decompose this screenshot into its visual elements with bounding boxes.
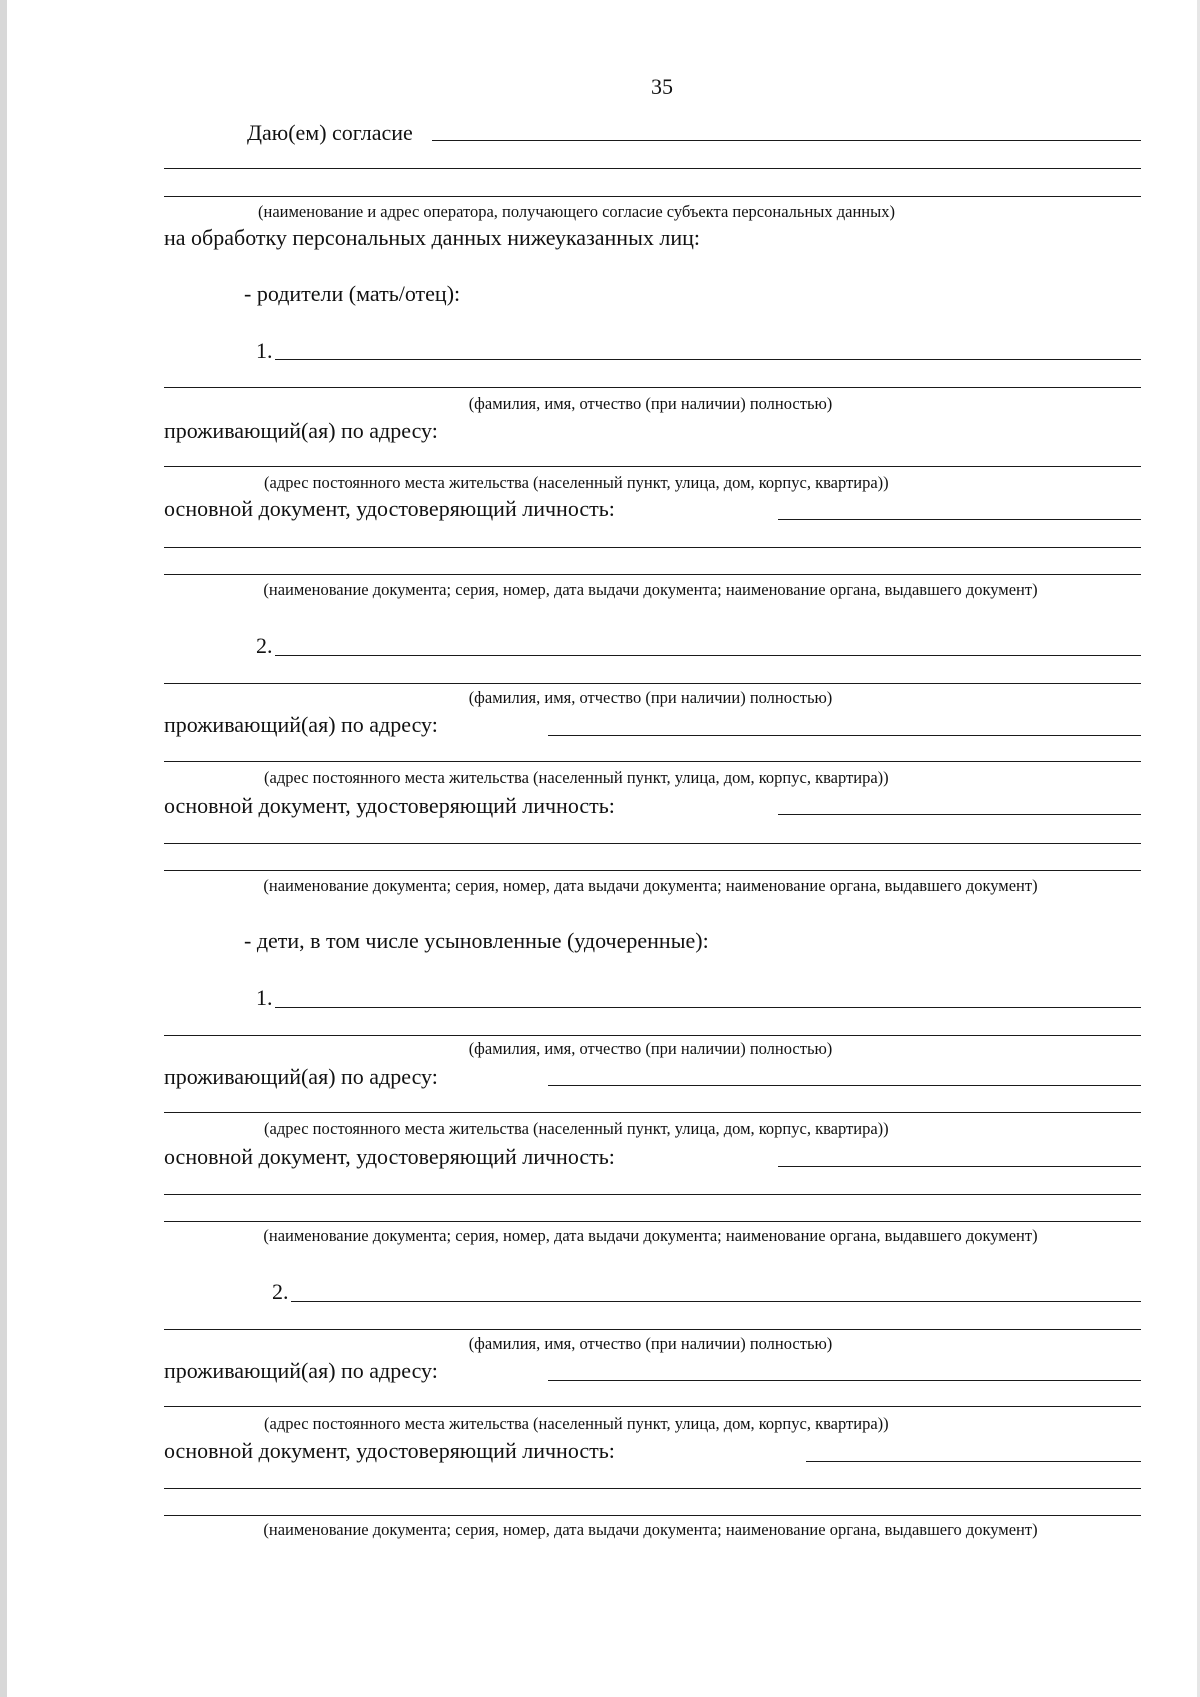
fio-field-line-1[interactable] [275,655,1141,656]
person-number: 2. [272,1279,289,1304]
operator-caption: (наименование и адрес оператора, получающего согласие субъекта персональных данных) [258,202,895,221]
residing-label: проживающий(ая) по адресу: [164,1358,438,1383]
address-caption: (адрес постоянного места жительства (населенный пункт, улица, дом, корпус, квартира)) [264,768,889,787]
fio-field-line-2[interactable] [164,387,1141,388]
id-document-field-line-1[interactable] [778,519,1141,520]
fio-field-line-2[interactable] [164,683,1141,684]
operator-field-line-1[interactable] [432,140,1141,141]
address-field-line-1[interactable] [548,1085,1141,1086]
person-number: 2. [256,633,273,658]
id-document-field-line-3[interactable] [164,870,1141,871]
id-document-field-line-1[interactable] [778,814,1141,815]
fio-field-line-1[interactable] [291,1301,1141,1302]
id-document-field-line-2[interactable] [164,1194,1141,1195]
residing-label: проживающий(ая) по адресу: [164,418,438,443]
id-document-field-line-2[interactable] [164,1488,1141,1489]
id-document-field-line-1[interactable] [806,1461,1141,1462]
scan-left-edge [0,0,7,1697]
id-document-label: основной документ, удостоверяющий личность: [164,1144,615,1169]
fio-field-line-1[interactable] [275,1007,1141,1008]
fio-caption: (фамилия, имя, отчество (при наличии) полностью) [468,1039,833,1058]
section-heading-children: - дети, в том числе усыновленные (удочеренные): [244,928,709,953]
residing-label: проживающий(ая) по адресу: [164,1064,438,1089]
address-field-line-1[interactable] [548,735,1141,736]
operator-field-line-2[interactable] [164,168,1141,169]
person-number: 1. [256,985,273,1010]
fio-caption: (фамилия, имя, отчество (при наличии) полностью) [468,394,833,413]
fio-field-line-1[interactable] [275,359,1141,360]
operator-field-line-3[interactable] [164,196,1141,197]
id-document-field-line-3[interactable] [164,574,1141,575]
page-number: 35 [651,74,673,99]
document-caption: (наименование документа; серия, номер, дата выдачи документа; наименование органа, выдавшего документ) [263,1226,1038,1245]
address-field-line-2[interactable] [164,1112,1141,1113]
address-field-line[interactable] [164,466,1141,467]
section-heading-parents: - родители (мать/отец): [244,281,461,306]
fio-caption: (фамилия, имя, отчество (при наличии) полностью) [468,1334,833,1353]
consent-intro: Даю(ем) согласие [247,120,413,145]
address-field-line-1[interactable] [548,1380,1141,1381]
fio-field-line-2[interactable] [164,1035,1141,1036]
id-document-label: основной документ, удостоверяющий личность: [164,1438,615,1463]
person-number: 1. [256,338,273,363]
id-document-field-line-3[interactable] [164,1515,1141,1516]
consent-purpose: на обработку персональных данных нижеуказанных лиц: [164,225,700,250]
residing-label: проживающий(ая) по адресу: [164,712,438,737]
address-caption: (адрес постоянного места жительства (населенный пункт, улица, дом, корпус, квартира)) [264,473,889,492]
fio-field-line-2[interactable] [164,1329,1141,1330]
document-caption: (наименование документа; серия, номер, дата выдачи документа; наименование органа, выдавшего документ) [263,876,1038,895]
address-caption: (адрес постоянного места жительства (населенный пункт, улица, дом, корпус, квартира)) [264,1414,889,1433]
document-caption: (наименование документа; серия, номер, дата выдачи документа; наименование органа, выдавшего документ) [263,580,1038,599]
id-document-field-line-2[interactable] [164,843,1141,844]
address-field-line-2[interactable] [164,1406,1141,1407]
address-field-line-2[interactable] [164,761,1141,762]
id-document-field-line-1[interactable] [778,1166,1141,1167]
id-document-field-line-2[interactable] [164,547,1141,548]
id-document-field-line-3[interactable] [164,1221,1141,1222]
id-document-label: основной документ, удостоверяющий личность: [164,793,615,818]
fio-caption: (фамилия, имя, отчество (при наличии) полностью) [468,688,833,707]
id-document-label: основной документ, удостоверяющий личность: [164,496,615,521]
address-caption: (адрес постоянного места жительства (населенный пункт, улица, дом, корпус, квартира)) [264,1119,889,1138]
document-caption: (наименование документа; серия, номер, дата выдачи документа; наименование органа, выдавшего документ) [263,1520,1038,1539]
